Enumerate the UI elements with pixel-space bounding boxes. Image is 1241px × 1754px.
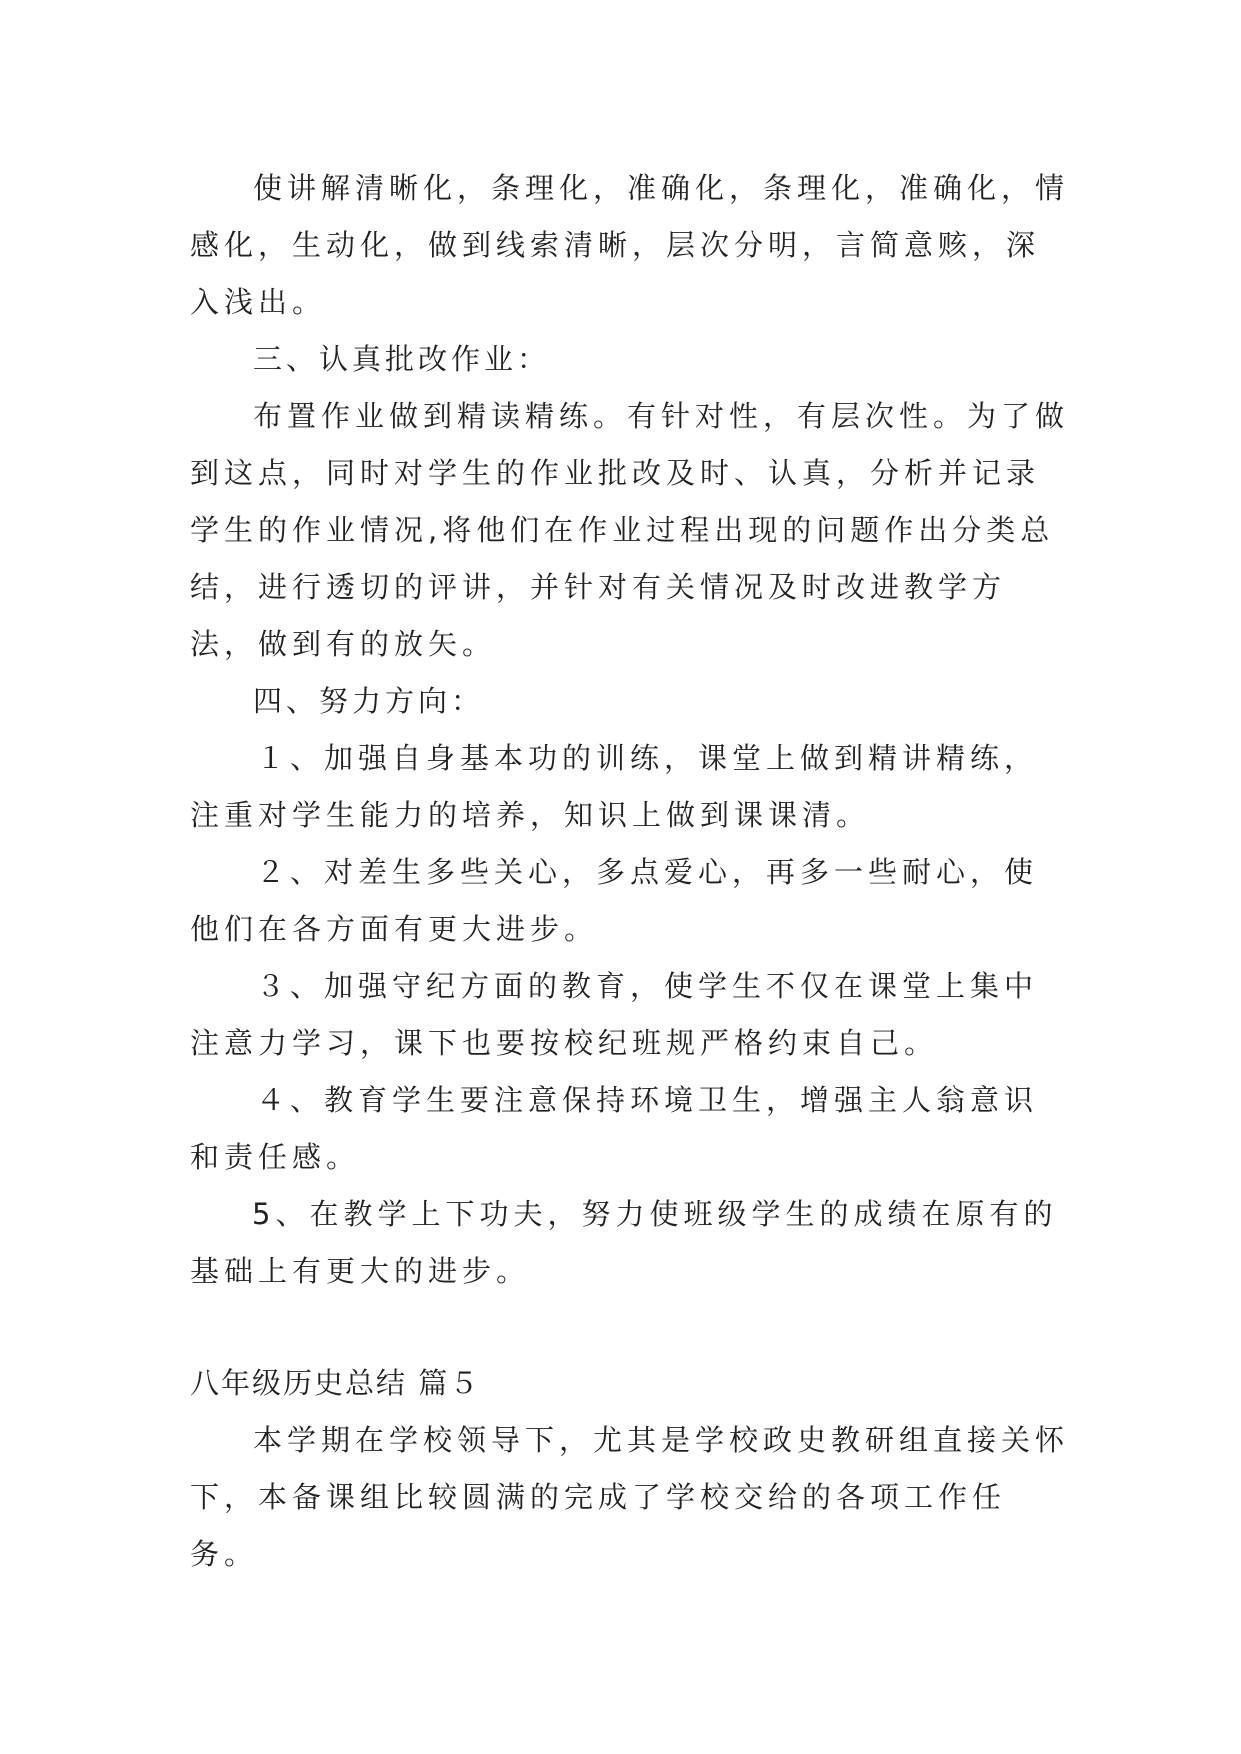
paragraph-homework: 布置作业做到精读精练。有针对性，有层次性。为了做到这点，同时对学生的作业批改及时、认真，分析并记录学生的作业情况,将他们在作业过程出现的问题作出分类总结，进行透切的评讲，并针对有关情况及时改进教学方法，做到有的放矢。 [190,399,1070,661]
section-paragraph: 本学期在学校领导下，尤其是学校政史教研组直接关怀下，本备课组比较圆满的完成了学校交给的各项工作任务。 [190,1423,1070,1571]
heading-homework: 三、认真批改作业： [253,342,551,376]
section-title: 八年级历史总结 篇５ [190,1366,481,1400]
heading-direction: 四、努力方向： [253,684,485,718]
list-item-4: ４、教育学生要注意保持环境卫生，增强主人翁意识和责任感。 [190,1083,1039,1174]
list-item-1: １、加强自身基本功的训练，课堂上做到精讲精练，注重对学生能力的培养，知识上做到课课清。 [190,741,1039,832]
list-item-3: ３、加强守纪方面的教育，使学生不仅在课堂上集中注意力学习，课下也要按校纪班规严格约束自己。 [190,969,1039,1060]
document-body [190,160,1070,1583]
list-item-5: 5、在教学上下功夫，努力使班级学生的成绩在原有的基础上有更大的进步。 [190,1197,1058,1288]
list-item-2: ２、对差生多些关心，多点爱心，再多一些耐心，使他们在各方面有更大进步。 [190,855,1039,946]
paragraph-teaching-method: 使讲解清晰化，条理化，准确化，条理化，准确化，情感化，生动化，做到线索清晰，层次分明，言简意赅，深入浅出。 [190,171,1070,319]
